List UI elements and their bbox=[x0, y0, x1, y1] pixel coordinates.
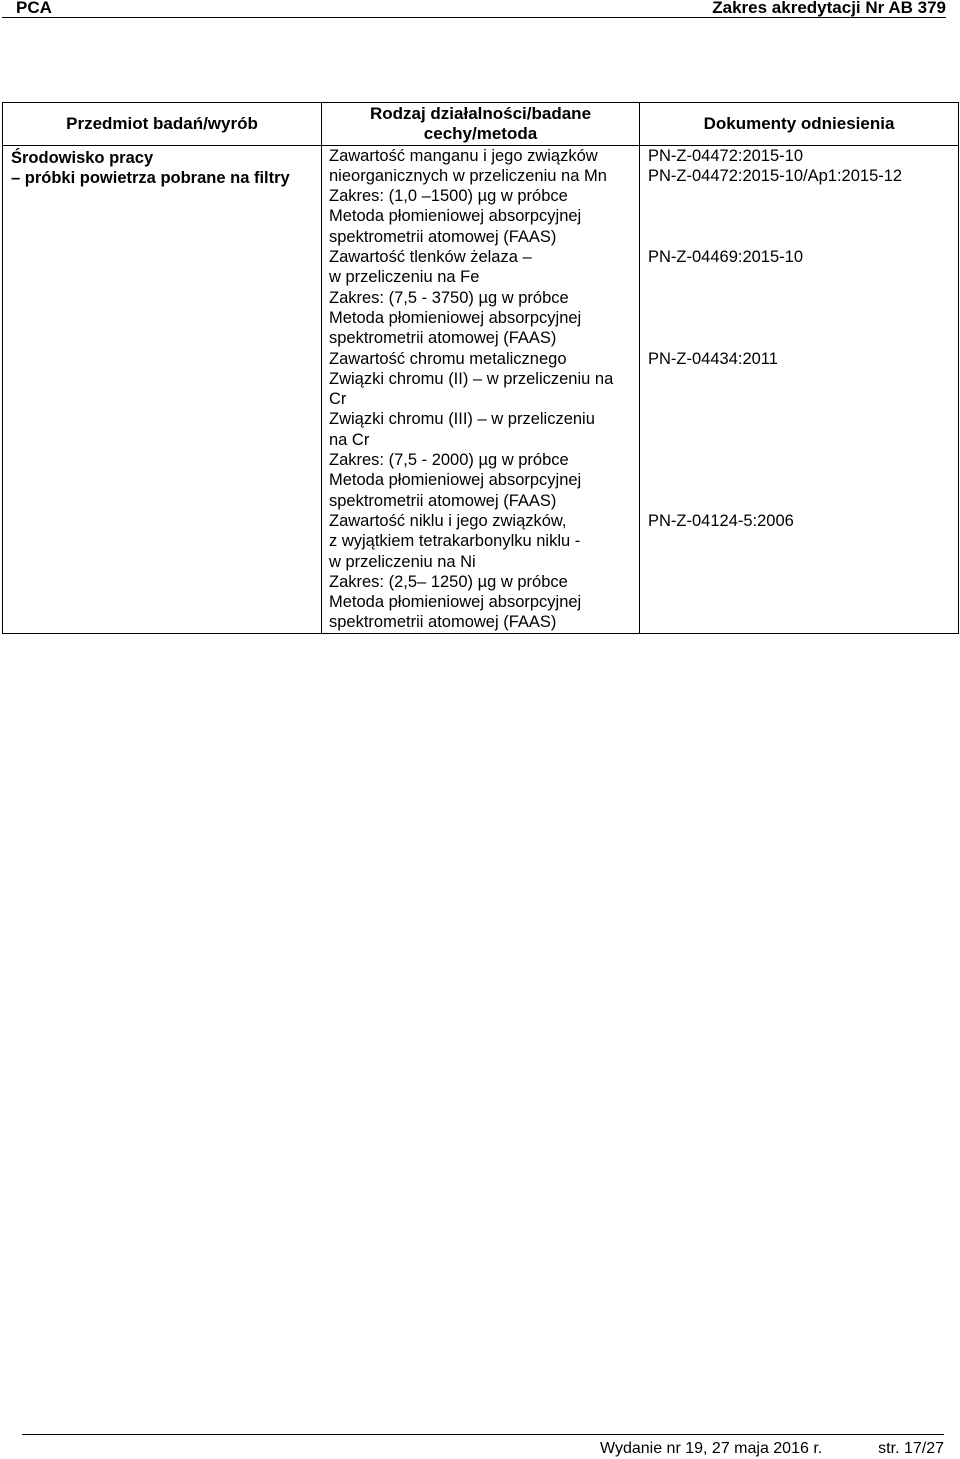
table-header-row bbox=[3, 103, 959, 146]
activity-line: w przeliczeniu na Ni bbox=[329, 552, 476, 571]
activity-block-nickel bbox=[322, 511, 639, 633]
activity-line: Zawartość niklu i jego związków, bbox=[329, 511, 567, 530]
page-number: str. 17/27 bbox=[878, 1440, 944, 1457]
activity-line: Związki chromu (II) – w przeliczeniu na bbox=[329, 369, 614, 388]
header-activity-line1: Rodzaj działalności/badane bbox=[369, 104, 592, 123]
activity-block-iron bbox=[322, 247, 639, 348]
document-ref: PN-Z-04469:2015-10 bbox=[648, 248, 804, 267]
header-activity bbox=[322, 103, 640, 146]
activity-line: Metoda płomieniowej absorpcyjnej bbox=[329, 593, 582, 612]
document-ref: PN-Z-04124-5:2006 bbox=[648, 511, 794, 530]
activity-line: Zawartość manganu i jego związków bbox=[329, 146, 598, 165]
header-subject: Przedmiot badań/wyrób bbox=[3, 103, 322, 146]
subject-cell bbox=[3, 145, 322, 633]
subject-line1: Środowisko pracy bbox=[11, 148, 154, 167]
document-ref: PN-Z-04472:2015-10/Ap1:2015-12 bbox=[648, 166, 903, 185]
subject-line2: – próbki powietrza pobrane na filtry bbox=[11, 168, 290, 187]
activity-line: Zakres: (7,5 - 2000) µg w próbce bbox=[329, 451, 569, 470]
page-header bbox=[2, 0, 946, 18]
header-title: Zakres akredytacji Nr AB 379 bbox=[712, 0, 946, 17]
document-ref: PN-Z-04434:2011 bbox=[648, 349, 778, 368]
activity-line: spektrometrii atomowej (FAAS) bbox=[329, 613, 557, 632]
activity-line: z wyjątkiem tetrakarbonylku niklu - bbox=[329, 532, 581, 551]
activity-block-manganese bbox=[322, 146, 639, 247]
activity-line: nieorganicznych w przeliczeniu na Mn bbox=[329, 166, 607, 185]
header-activity-line2: cechy/metoda bbox=[423, 124, 538, 144]
activity-line: Metoda płomieniowej absorpcyjnej bbox=[329, 207, 582, 226]
activity-line: na Cr bbox=[329, 430, 370, 449]
accreditation-table bbox=[2, 102, 959, 634]
page-footer bbox=[22, 1434, 944, 1457]
activity-cell bbox=[322, 145, 640, 633]
activity-line: Związki chromu (III) – w przeliczeniu bbox=[329, 410, 595, 429]
header-documents: Dokumenty odniesienia bbox=[640, 103, 959, 146]
activity-line: Zakres: (7,5 - 3750) µg w próbce bbox=[329, 288, 569, 307]
activity-line: spektrometrii atomowej (FAAS) bbox=[329, 329, 557, 348]
table-row bbox=[3, 145, 959, 633]
documents-cell bbox=[640, 145, 959, 633]
activity-line: spektrometrii atomowej (FAAS) bbox=[329, 491, 557, 510]
activity-line: Zakres: (1,0 –1500) µg w próbce bbox=[329, 187, 568, 206]
activity-line: Zakres: (2,5– 1250) µg w próbce bbox=[329, 572, 568, 591]
activity-line: w przeliczeniu na Fe bbox=[329, 268, 480, 287]
activity-line: Cr bbox=[329, 390, 347, 409]
activity-line: spektrometrii atomowej (FAAS) bbox=[329, 227, 557, 246]
activity-line: Zawartość tlenków żelaza – bbox=[329, 248, 532, 267]
edition-info: Wydanie nr 19, 27 maja 2016 r. bbox=[600, 1440, 823, 1457]
activity-line: Metoda płomieniowej absorpcyjnej bbox=[329, 471, 582, 490]
header-org: PCA bbox=[16, 0, 52, 17]
activity-line: Metoda płomieniowej absorpcyjnej bbox=[329, 308, 582, 327]
document-ref: PN-Z-04472:2015-10 bbox=[648, 146, 804, 165]
activity-block-chromium bbox=[322, 349, 639, 511]
activity-line: Zawartość chromu metalicznego bbox=[329, 349, 567, 368]
